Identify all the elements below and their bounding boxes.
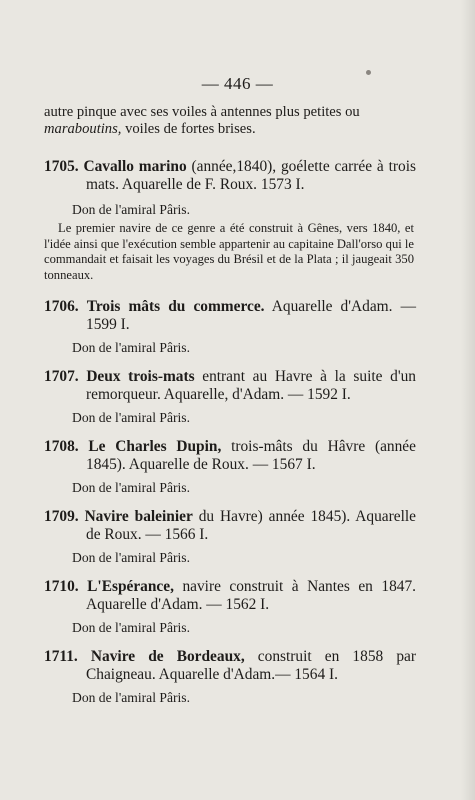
entry-heading	[44, 158, 416, 193]
entry-1711	[44, 648, 416, 706]
entry-title: Le Charles Dupin,	[88, 438, 222, 456]
entry-heading	[44, 508, 416, 543]
entry-number: 1711.	[44, 648, 78, 666]
intro-text-end: voiles de fortes brises.	[121, 121, 256, 137]
entry-title: L'Espérance,	[87, 578, 174, 596]
entry-description: (année,1840), goélette carrée à trois mats. Aquarelle de F. Roux. 1573 I.	[86, 158, 416, 193]
entry-number: 1708.	[44, 438, 79, 456]
entry-heading	[44, 368, 416, 403]
entry-number: 1706.	[44, 298, 79, 316]
entry-number: 1709.	[44, 508, 79, 526]
entry-description: trois-mâts du Hâvre (année 1845). Aquarelle de Roux. — 1567 I.	[86, 438, 416, 473]
entry-description: entrant au Havre à la suite d'un remorqueur. Aquarelle, d'Adam. — 1592 I.	[86, 368, 416, 403]
entry-heading	[44, 648, 416, 683]
entry-description: Aquarelle d'Adam. — 1599 I.	[86, 298, 416, 333]
entry-donor: Don de l'amiral Pâris.	[72, 340, 190, 356]
entry-title: Cavallo marino	[83, 158, 187, 175]
intro-paragraph	[44, 104, 416, 138]
entry-heading	[44, 298, 416, 333]
entry-description: construit en 1858 par Chaigneau. Aquarelle d'Adam.— 1564 I.	[86, 648, 416, 683]
entry-1708	[44, 438, 416, 496]
entry-number: 1710.	[44, 578, 79, 596]
page-number: — 446 —	[201, 74, 274, 93]
entry-description: navire construit à Nantes en 1847. Aquarelle d'Adam. — 1562 I.	[86, 578, 417, 613]
entry-title: Navire de Bordeaux,	[90, 648, 245, 666]
entry-donor: Don de l'amiral Pâris.	[72, 480, 190, 496]
entry-number: 1707.	[44, 368, 79, 386]
entry-donor: Don de l'amiral Pâris.	[72, 620, 190, 636]
entry-donor: Don de l'amiral Pâris.	[72, 690, 190, 706]
entry-title: Navire baleinier	[84, 508, 193, 526]
entry-title: Trois mâts du commerce.	[86, 298, 265, 316]
entry-title: Deux trois-mats	[86, 368, 195, 386]
catalogue-text	[44, 104, 416, 706]
entry-note: Le premier navire de ce genre a été construit à Gênes, vers 1840, et l'idée ainsi que l'exécution semble appartenir au capitaine Dall'orso qui le commandait et faisait les voyages du Brésil et de la Plata ; il jaugeait 350 tonneaux.	[44, 221, 414, 282]
intro-italic: maraboutins,	[44, 121, 122, 137]
entry-description: du Havre) année 1845). Aquarelle de Roux. — 1566 I.	[86, 508, 416, 543]
entry-1707	[44, 368, 416, 426]
entry-donor: Don de l'amiral Pâris.	[72, 410, 190, 426]
entry-donor: Don de l'amiral Pâris.	[72, 550, 190, 566]
entry-number: 1705.	[44, 158, 79, 175]
entry-heading	[44, 578, 416, 613]
entry-donor: Don de l'amiral Pâris.	[72, 202, 190, 217]
intro-text: autre pinque avec ses voiles à antennes plus petites ou	[44, 104, 360, 120]
entry-1705	[44, 158, 416, 283]
entry-heading	[44, 438, 416, 473]
entry-1710	[44, 578, 416, 636]
entry-1709	[44, 508, 416, 566]
page-edge-shadow	[461, 0, 475, 800]
entry-1706	[44, 298, 416, 356]
